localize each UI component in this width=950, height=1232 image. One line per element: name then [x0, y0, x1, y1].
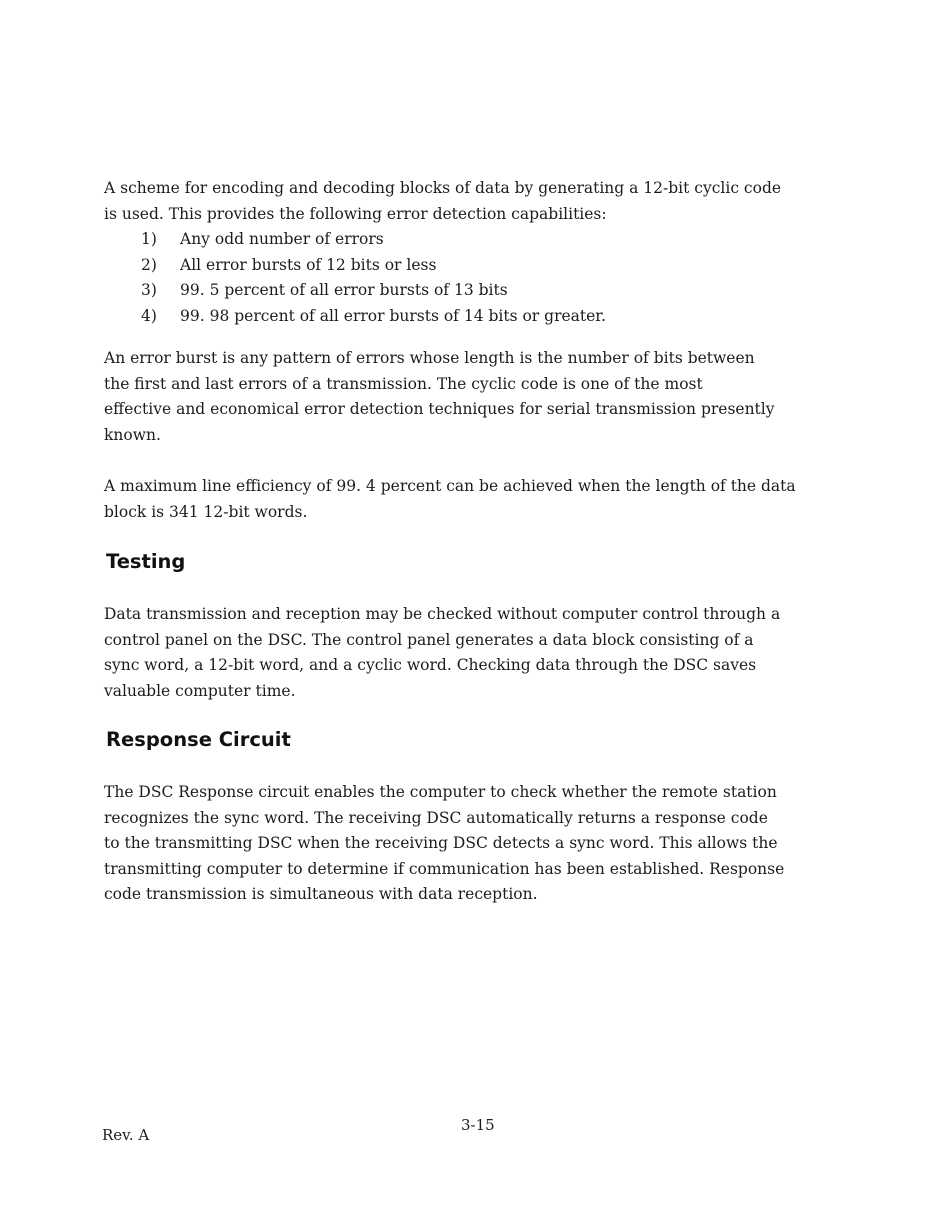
- paragraph-line: control panel on the DSC. The control panel generates a data block consisting of a: [104, 630, 754, 649]
- paragraph-line: recognizes the sync word. The receiving DSC automatically returns a response code: [104, 808, 768, 827]
- list-item-text: Any odd number of errors: [180, 230, 384, 248]
- intro-line: is used. This provides the following error detection capabilities:: [104, 204, 607, 223]
- paragraph-line: A maximum line efficiency of 99. 4 percent can be achieved when the length of the data: [104, 477, 796, 495]
- error-burst-paragraph: [104, 346, 834, 448]
- list-item-number: 2): [141, 255, 157, 274]
- testing-paragraph: [104, 602, 834, 704]
- paragraph-line: code transmission is simultaneous with data reception.: [104, 885, 538, 904]
- paragraph-line: sync word, a 12-bit word, and a cyclic word. Checking data through the DSC saves: [104, 656, 757, 675]
- list-item-number: 4): [141, 306, 157, 325]
- intro-paragraph: [104, 176, 834, 227]
- paragraph-line: transmitting computer to determine if communication has been established. Response: [104, 859, 785, 878]
- capabilities-list: [104, 227, 834, 329]
- response-circuit-heading: Response Circuit: [106, 728, 291, 751]
- paragraph-line: The DSC Response circuit enables the computer to check whether the remote station: [104, 783, 777, 801]
- list-item-number: 3): [141, 281, 157, 300]
- paragraph-line: block is 341 12-bit words.: [104, 502, 308, 521]
- paragraph-line: the first and last errors of a transmission. The cyclic code is one of the most: [104, 374, 703, 393]
- list-item-text: All error bursts of 12 bits or less: [180, 255, 437, 274]
- testing-heading: Testing: [106, 550, 186, 573]
- paragraph-line: An error burst is any pattern of errors whose length is the number of bits between: [104, 349, 755, 367]
- intro-line: A scheme for encoding and decoding blocks of data by generating a 12-bit cyclic code: [104, 179, 782, 197]
- paragraph-line: valuable computer time.: [104, 681, 296, 700]
- page-number: 3-15: [461, 1116, 495, 1134]
- list-item: [104, 227, 834, 253]
- list-item-text: 99. 98 percent of all error bursts of 14 bits or greater.: [180, 306, 606, 325]
- efficiency-paragraph: [104, 474, 834, 525]
- list-item: [104, 253, 834, 279]
- list-item-text: 99. 5 percent of all error bursts of 13 bits: [180, 281, 508, 300]
- paragraph-line: known.: [104, 425, 161, 444]
- revision-label: Rev. A: [102, 1126, 150, 1144]
- response-paragraph: [104, 780, 834, 908]
- list-item: [104, 304, 834, 330]
- list-item-number: 1): [141, 230, 157, 248]
- paragraph-line: effective and economical error detection techniques for serial transmission presently: [104, 400, 775, 419]
- paragraph-line: to the transmitting DSC when the receiving DSC detects a sync word. This allows the: [104, 834, 778, 853]
- list-item: [104, 278, 834, 304]
- paragraph-line: Data transmission and reception may be checked without computer control through a: [104, 605, 781, 623]
